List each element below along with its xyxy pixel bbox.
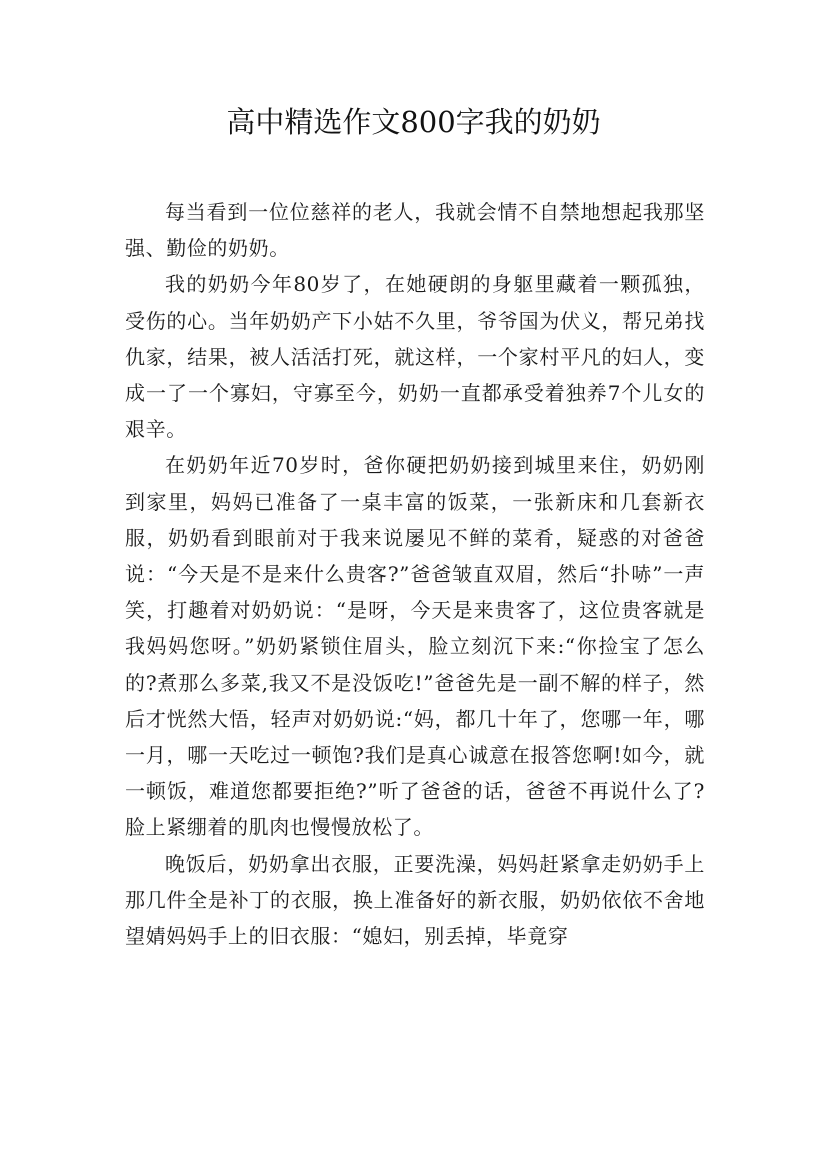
document-body [125,194,705,954]
paragraph: 晚饭后，奶奶拿出衣服，正要洗澡，妈妈赶紧拿走奶奶手上那几件全是补丁的衣服，换上准备好的新衣服，奶奶依依不舍地望婧妈妈手上的旧衣服：“媳妇，别丢掉，毕竟穿 [125,851,705,949]
paragraph: 每当看到一位位慈祥的老人，我就会情不自禁地想起我那坚强、勤俭的奶奶。 [125,200,705,261]
paragraph: 在奶奶年近70岁时，爸你硬把奶奶接到城里来住，奶奶刚到家里，妈妈已准备了一桌丰富的饭菜，一张新床和几套新衣服，奶奶看到眼前对于我来说屡见不鲜的菜肴，疑惑的对爸爸说：“今天是不是来什么贵客?”爸爸皱直双眉，然后“扑哧”一声笑，打趣着对奶奶说：“是呀，今天是来贵客了，这位贵客就是我妈妈您呀。”奶奶紧锁住眉头，脸立刻沉下来:“你捡宝了怎么的?煮那么多菜,我又不是没饭吃!”爸爸先是一副不解的样子，然后才恍然大悟，轻声对奶奶说:“妈，都几十年了，您哪一年，哪一月，哪一天吃过一顿饱?我们是真心诚意在报答您啊!如今，就一顿饭，难道您都要拒绝?”听了爸爸的话，爸爸不再说什么了?脸上紧绷着的肌肉也慢慢放松了。 [125,453,705,840]
document-title: 高中精选作文800字我的奶奶 [226,105,601,139]
paragraph: 我的奶奶今年80岁了，在她硬朗的身躯里藏着一颗孤独，受伤的心。当年奶奶产下小姑不久里，爷爷国为伏义，帮兄弟找仇家，结果，被人活活打死，就这样，一个家村平凡的妇人，变成一了一个寡妇，守寡至今，奶奶一直都承受着独养7个儿女的艰辛。 [125,272,705,442]
